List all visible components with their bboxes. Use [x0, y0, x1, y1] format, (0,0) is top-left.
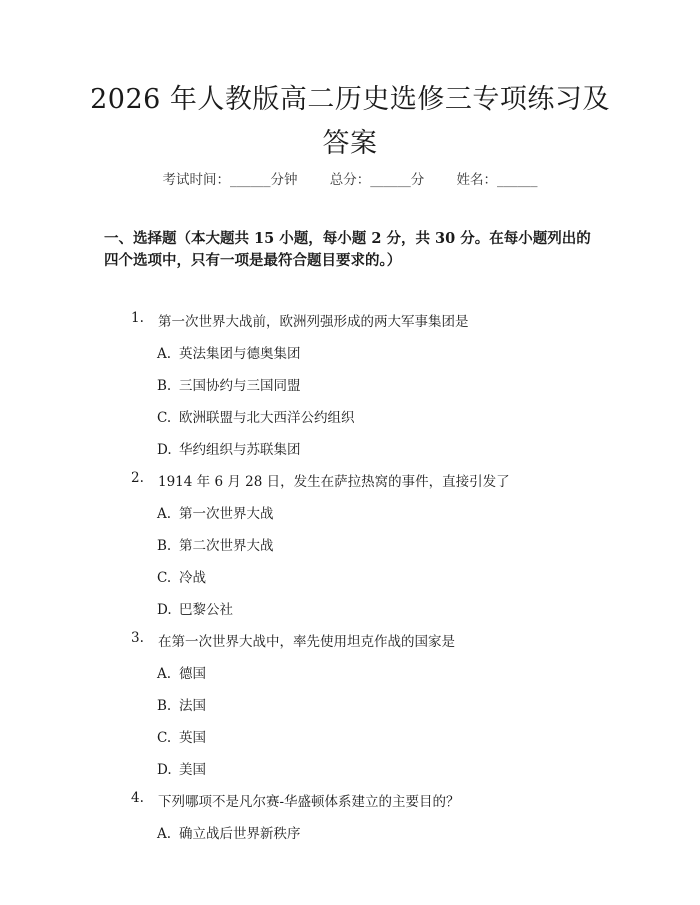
option-text: 冷战	[179, 570, 206, 586]
question-number: 3.	[131, 630, 144, 646]
total-score-field: 总分：______分	[329, 172, 425, 188]
question-1-option-c	[157, 406, 355, 426]
option-letter: A.	[157, 826, 172, 842]
option-text: 第二次世界大战	[179, 538, 274, 554]
option-letter: D.	[157, 762, 172, 778]
option-letter: C.	[157, 410, 172, 426]
option-text: 确立战后世界新秩序	[179, 826, 301, 842]
option-text: 法国	[179, 698, 206, 714]
question-3-option-a	[157, 662, 206, 682]
option-letter: B.	[157, 538, 172, 554]
question-3-option-c	[157, 726, 206, 746]
option-text: 英国	[179, 730, 206, 746]
option-letter: B.	[157, 378, 172, 394]
question-1-option-d	[157, 438, 301, 458]
question-4-option-a	[157, 822, 301, 842]
option-text: 德国	[179, 666, 206, 682]
option-text: 第一次世界大战	[179, 506, 274, 522]
question-number: 4.	[131, 790, 144, 806]
option-text: 华约组织与苏联集团	[179, 442, 301, 458]
question-text: 在第一次世界大战中，率先使用坦克作战的国家是	[158, 634, 455, 650]
option-letter: D.	[157, 442, 172, 458]
option-letter: C.	[157, 730, 172, 746]
question-2-option-d	[157, 598, 233, 618]
exam-time-field: 考试时间：______分钟	[162, 172, 298, 188]
question-2-option-b	[157, 534, 274, 554]
question-number: 2.	[131, 470, 144, 486]
option-text: 三国协约与三国同盟	[179, 378, 301, 394]
option-letter: C.	[157, 570, 172, 586]
question-text: 下列哪项不是凡尔赛-华盛顿体系建立的主要目的？	[158, 794, 460, 810]
option-text: 英法集团与德奥集团	[179, 346, 301, 362]
option-text: 美国	[179, 762, 206, 778]
option-text: 欧洲联盟与北大西洋公约组织	[179, 410, 355, 426]
question-1-option-b	[157, 374, 301, 394]
question-text: 1914 年 6 月 28 日，发生在萨拉热窝的事件，直接引发了	[158, 474, 510, 490]
question-3-option-d	[157, 758, 206, 778]
question-1-option-a	[157, 342, 301, 362]
section-heading: 一、选择题（本大题共 15 小题，每小题 2 分，共 30 分。在每小题列出的四个选项中，只有一项是最符合题目要求的。）	[104, 230, 591, 269]
question-3-option-b	[157, 694, 206, 714]
question-text: 第一次世界大战前，欧洲列强形成的两大军事集团是	[158, 314, 469, 330]
student-name-field: 姓名：______	[456, 172, 538, 188]
option-letter: A.	[157, 346, 172, 362]
question-number: 1.	[131, 310, 144, 326]
option-letter: B.	[157, 698, 172, 714]
option-letter: A.	[157, 666, 172, 682]
question-2-option-a	[157, 502, 274, 522]
document-title: 2026 年人教版高二历史选修三专项练习及答案	[90, 84, 610, 159]
option-letter: D.	[157, 602, 172, 618]
option-text: 巴黎公社	[179, 602, 233, 618]
question-2-option-c	[157, 566, 206, 586]
option-letter: A.	[157, 506, 172, 522]
exam-meta	[0, 168, 700, 188]
